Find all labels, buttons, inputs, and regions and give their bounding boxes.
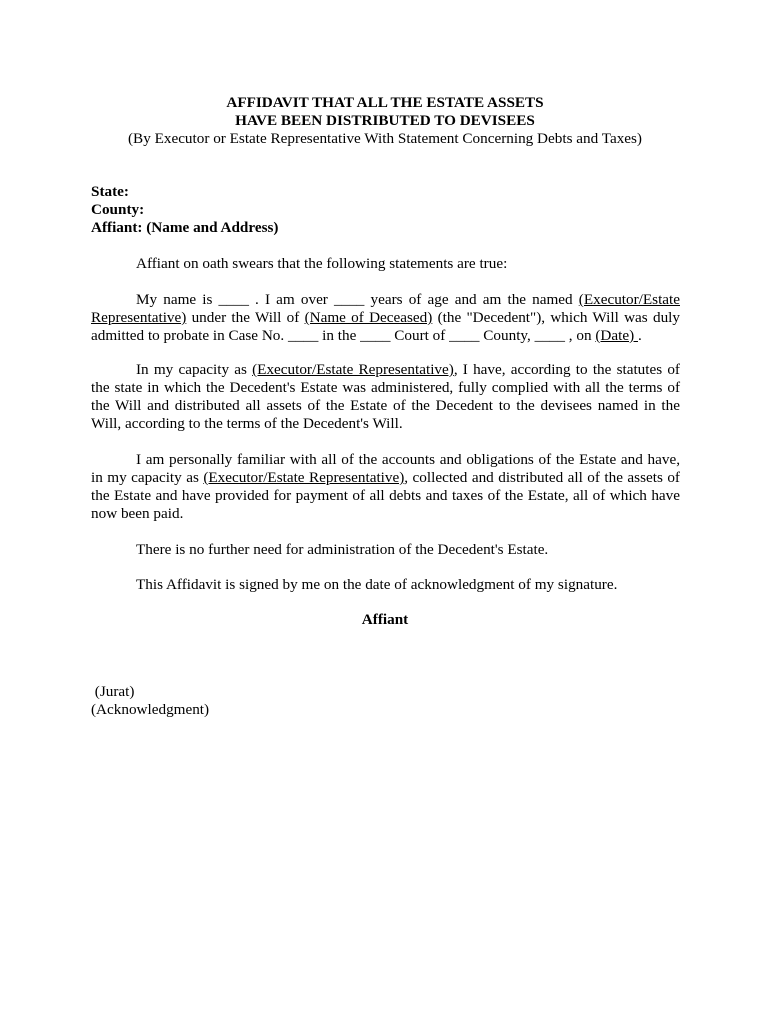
county-field-label: County: xyxy=(91,201,145,218)
jurat-label: (Jurat) xyxy=(91,683,135,700)
compliance-text-1: In my capacity as xyxy=(136,361,253,378)
compliance-text-2: , I have, according to the statutes of the state in which the Decedent's Estate was administered, fully complied with all the terms of the Will and distributed all assets of the Estate of the Decedent to the devisees named in the Will, according to the terms of the Decedent's Will. xyxy=(91,361,680,432)
identity-text-2: under the Will of xyxy=(186,309,305,326)
identity-text-3: (the "Decedent"), which Will was duly admitted to probate in Case No. ____ in the ____ Court of ____ County, ____ , on xyxy=(91,309,680,344)
executor-placeholder: (Executor/Estate Representative) xyxy=(91,291,680,326)
document-title-line-2: HAVE BEEN DISTRIBUTED TO DEVISEES xyxy=(235,112,535,129)
date-placeholder: (Date) xyxy=(595,327,638,344)
deceased-name-placeholder: (Name of Deceased) xyxy=(304,309,433,326)
affiant-signature-label: Affiant xyxy=(361,611,409,628)
accounts-text-1: I am personally familiar with all of the accounts and obligations of the Estate and have, in my capacity as xyxy=(91,451,680,486)
acknowledgment-label: (Acknowledgment) xyxy=(91,701,210,718)
identity-text-4: . xyxy=(637,327,642,344)
no-further-administration-statement: There is no further need for administration of the Decedent's Estate. xyxy=(136,541,549,558)
state-field-label: State: xyxy=(91,183,129,200)
accounts-paragraph xyxy=(91,451,680,523)
executor-placeholder-3: (Executor/Estate Representative) xyxy=(203,469,405,486)
executor-placeholder-2: (Executor/Estate Representative) xyxy=(252,361,454,378)
affiant-field-label: Affiant: (Name and Address) xyxy=(91,219,279,236)
identity-text-1: My name is ____ . I am over ____ years of age and am the named xyxy=(136,291,579,308)
accounts-text-2: , collected and distributed all of the assets of the Estate and have provided for payment of all debts and taxes of the Estate, all of which have now been paid. xyxy=(91,469,680,522)
document-title-line-1: AFFIDAVIT THAT ALL THE ESTATE ASSETS xyxy=(226,94,544,111)
document-subtitle: (By Executor or Estate Representative With Statement Concerning Debts and Taxes) xyxy=(128,130,642,147)
signature-date-statement: This Affidavit is signed by me on the date of acknowledgment of my signature. xyxy=(136,576,618,593)
intro-statement: Affiant on oath swears that the following statements are true: xyxy=(136,255,508,272)
identity-paragraph xyxy=(91,291,680,345)
document-title-block xyxy=(0,94,770,148)
compliance-paragraph xyxy=(91,361,680,433)
